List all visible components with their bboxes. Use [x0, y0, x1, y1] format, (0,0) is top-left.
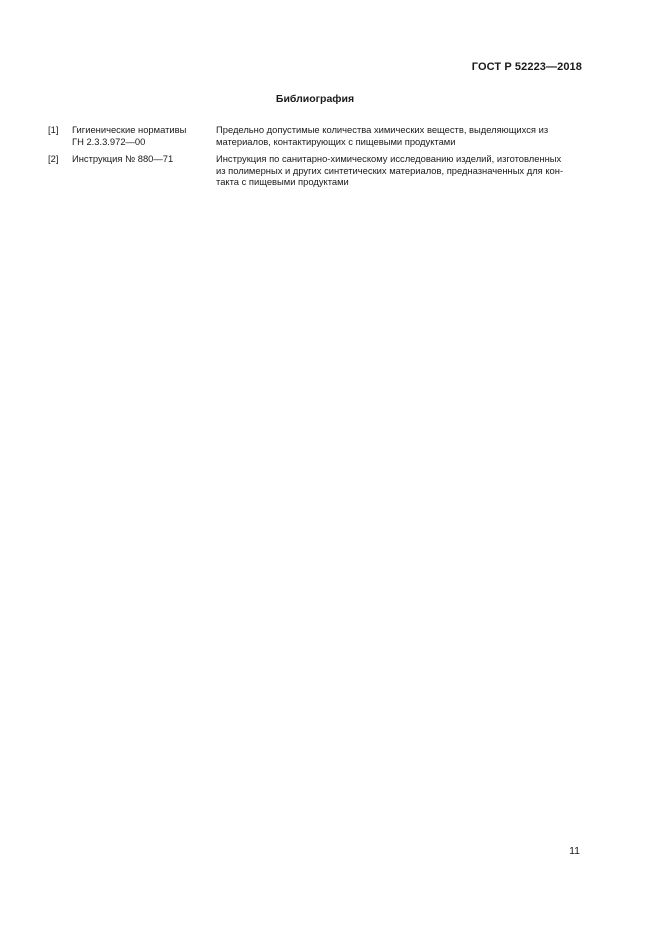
- entry-description: Инструкция по санитарно-химическому исследованию изделий, изготовленных из полимерных и других синтетических материалов, предназначенных для кон- такта с пищевыми продуктами: [216, 153, 564, 187]
- bibliography-list: [48, 124, 584, 194]
- entry-description: Предельно допустимые количества химических веществ, выделяющихся из материалов, контактирующих с пищевыми продуктами: [216, 124, 549, 147]
- bibliography-entry: [48, 153, 584, 188]
- page-number: 11: [569, 845, 580, 857]
- entry-source: Инструкция № 880—71: [72, 153, 174, 164]
- entry-number: [2]: [48, 153, 59, 164]
- entry-number: [1]: [48, 124, 59, 135]
- section-title: Библиография: [275, 93, 355, 105]
- bibliography-entry: [48, 124, 584, 147]
- document-code: ГОСТ Р 52223—2018: [471, 61, 582, 73]
- entry-source: Гигиенические нормативы ГН 2.3.3.972—00: [72, 124, 187, 147]
